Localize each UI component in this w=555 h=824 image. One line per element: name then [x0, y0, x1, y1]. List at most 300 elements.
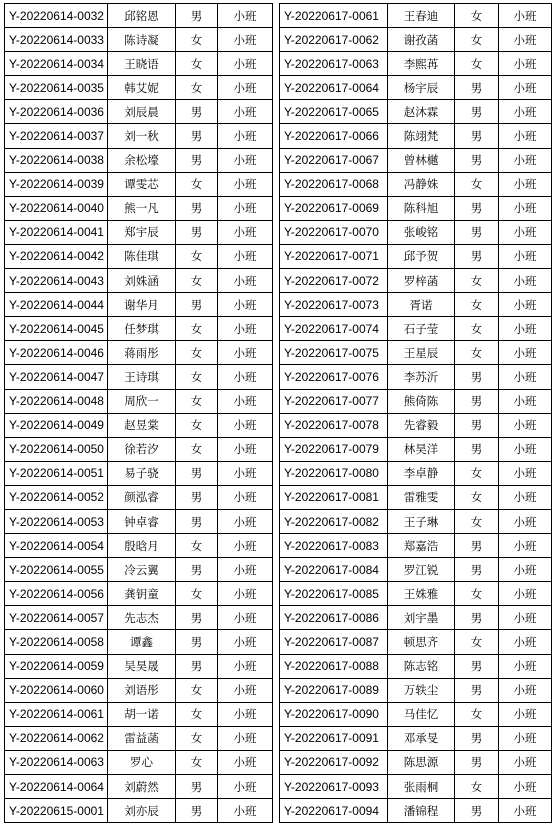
table-row	[5, 52, 273, 76]
student-name-cell: 王子琳	[388, 509, 455, 533]
gender-cell: 女	[455, 509, 499, 533]
class-cell: 小班	[499, 172, 552, 196]
student-name-cell: 谢孜菡	[388, 28, 455, 52]
student-name-cell: 刘一秋	[108, 124, 176, 148]
gender-cell: 女	[455, 317, 499, 341]
class-cell: 小班	[218, 172, 273, 196]
student-name-cell: 石子莹	[388, 317, 455, 341]
table-row	[5, 437, 273, 461]
student-id-cell: Y-20220614-0038	[5, 148, 108, 172]
student-id-cell: Y-20220614-0060	[5, 678, 108, 702]
table-row	[5, 4, 273, 28]
class-cell: 小班	[499, 76, 552, 100]
gender-cell: 男	[176, 654, 218, 678]
student-id-cell: Y-20220614-0049	[5, 413, 108, 437]
table-row	[5, 678, 273, 702]
gender-cell: 男	[176, 799, 218, 823]
student-name-cell: 徐若汐	[108, 437, 176, 461]
table-row	[5, 509, 273, 533]
class-cell: 小班	[218, 220, 273, 244]
gender-cell: 女	[455, 172, 499, 196]
student-name-cell: 李卓静	[388, 461, 455, 485]
student-id-cell: Y-20220615-0001	[5, 799, 108, 823]
class-cell: 小班	[218, 148, 273, 172]
class-cell: 小班	[218, 558, 273, 582]
gender-cell: 女	[176, 582, 218, 606]
table-row	[280, 750, 552, 774]
class-cell: 小班	[499, 413, 552, 437]
student-id-cell: Y-20220614-0056	[5, 582, 108, 606]
class-cell: 小班	[499, 702, 552, 726]
gender-cell: 女	[176, 534, 218, 558]
class-cell: 小班	[218, 365, 273, 389]
student-id-cell: Y-20220614-0063	[5, 750, 108, 774]
class-cell: 小班	[218, 28, 273, 52]
gender-cell: 女	[176, 726, 218, 750]
student-id-cell: Y-20220617-0082	[280, 509, 388, 533]
class-cell: 小班	[499, 148, 552, 172]
student-id-cell: Y-20220617-0077	[280, 389, 388, 413]
student-name-cell: 谭鑫	[108, 630, 176, 654]
student-name-cell: 龚钥童	[108, 582, 176, 606]
table-row	[280, 220, 552, 244]
gender-cell: 女	[455, 582, 499, 606]
student-id-cell: Y-20220617-0064	[280, 76, 388, 100]
gender-cell: 男	[176, 4, 218, 28]
gender-cell: 男	[455, 244, 499, 268]
student-id-cell: Y-20220617-0073	[280, 293, 388, 317]
gender-cell: 男	[455, 124, 499, 148]
gender-cell: 男	[455, 534, 499, 558]
student-id-cell: Y-20220617-0094	[280, 799, 388, 823]
table-row	[5, 389, 273, 413]
student-id-cell: Y-20220617-0065	[280, 100, 388, 124]
student-name-cell: 刘蔚然	[108, 775, 176, 799]
student-name-cell: 顿思齐	[388, 630, 455, 654]
student-name-cell: 先志杰	[108, 606, 176, 630]
class-cell: 小班	[218, 389, 273, 413]
gender-cell: 男	[455, 558, 499, 582]
class-cell: 小班	[218, 678, 273, 702]
gender-cell: 女	[455, 4, 499, 28]
student-id-cell: Y-20220614-0039	[5, 172, 108, 196]
class-cell: 小班	[218, 124, 273, 148]
table-row	[5, 365, 273, 389]
class-cell: 小班	[218, 509, 273, 533]
gender-cell: 男	[455, 413, 499, 437]
student-name-cell: 郑宇辰	[108, 220, 176, 244]
gender-cell: 女	[176, 750, 218, 774]
table-row	[280, 244, 552, 268]
gender-cell: 女	[455, 28, 499, 52]
gender-cell: 女	[455, 775, 499, 799]
class-cell: 小班	[218, 293, 273, 317]
student-name-cell: 蒋雨彤	[108, 341, 176, 365]
student-id-cell: Y-20220614-0047	[5, 365, 108, 389]
student-id-cell: Y-20220617-0083	[280, 534, 388, 558]
student-id-cell: Y-20220617-0091	[280, 726, 388, 750]
student-id-cell: Y-20220614-0046	[5, 341, 108, 365]
student-name-cell: 谢华月	[108, 293, 176, 317]
table-row	[5, 196, 273, 220]
student-id-cell: Y-20220614-0036	[5, 100, 108, 124]
class-cell: 小班	[499, 775, 552, 799]
class-cell: 小班	[218, 100, 273, 124]
student-name-cell: 赵沐霖	[388, 100, 455, 124]
student-name-cell: 邱予贺	[388, 244, 455, 268]
student-name-cell: 易子骁	[108, 461, 176, 485]
gender-cell: 女	[176, 678, 218, 702]
gender-cell: 女	[455, 630, 499, 654]
student-id-cell: Y-20220617-0080	[280, 461, 388, 485]
table-row	[280, 654, 552, 678]
class-cell: 小班	[499, 317, 552, 341]
student-id-cell: Y-20220614-0057	[5, 606, 108, 630]
student-name-cell: 刘姝涵	[108, 269, 176, 293]
gender-cell: 女	[176, 437, 218, 461]
class-cell: 小班	[218, 606, 273, 630]
table-row	[5, 702, 273, 726]
gender-cell: 女	[176, 341, 218, 365]
gender-cell: 女	[455, 293, 499, 317]
table-row	[5, 534, 273, 558]
class-cell: 小班	[499, 365, 552, 389]
class-cell: 小班	[218, 437, 273, 461]
student-id-cell: Y-20220614-0034	[5, 52, 108, 76]
class-cell: 小班	[218, 341, 273, 365]
gender-cell: 女	[455, 52, 499, 76]
gender-cell: 女	[176, 172, 218, 196]
student-name-cell: 李苏沂	[388, 365, 455, 389]
student-name-cell: 林昊洋	[388, 437, 455, 461]
table-row	[280, 558, 552, 582]
student-name-cell: 吴昊晟	[108, 654, 176, 678]
student-name-cell: 冷云翼	[108, 558, 176, 582]
class-cell: 小班	[218, 702, 273, 726]
student-name-cell: 王晓语	[108, 52, 176, 76]
gender-cell: 男	[176, 148, 218, 172]
table-row	[5, 630, 273, 654]
gender-cell: 男	[455, 220, 499, 244]
student-id-cell: Y-20220617-0076	[280, 365, 388, 389]
table-row	[280, 413, 552, 437]
class-cell: 小班	[499, 52, 552, 76]
table-row	[5, 606, 273, 630]
table-row	[280, 196, 552, 220]
student-id-cell: Y-20220614-0055	[5, 558, 108, 582]
student-id-cell: Y-20220617-0088	[280, 654, 388, 678]
gender-cell: 男	[176, 630, 218, 654]
student-id-cell: Y-20220614-0053	[5, 509, 108, 533]
student-name-cell: 曾林樾	[388, 148, 455, 172]
table-row	[5, 485, 273, 509]
class-cell: 小班	[218, 413, 273, 437]
table-row	[280, 509, 552, 533]
gender-cell: 女	[455, 702, 499, 726]
student-name-cell: 雷益菡	[108, 726, 176, 750]
gender-cell: 男	[455, 196, 499, 220]
gender-cell: 女	[455, 461, 499, 485]
table-row	[5, 28, 273, 52]
table-row	[5, 124, 273, 148]
table-row	[5, 317, 273, 341]
class-cell: 小班	[218, 726, 273, 750]
gender-cell: 女	[455, 485, 499, 509]
student-name-cell: 冯静姝	[388, 172, 455, 196]
table-row	[280, 269, 552, 293]
student-id-cell: Y-20220617-0070	[280, 220, 388, 244]
gender-cell: 女	[176, 317, 218, 341]
student-name-cell: 钟卓睿	[108, 509, 176, 533]
gender-cell: 男	[176, 196, 218, 220]
student-id-cell: Y-20220617-0069	[280, 196, 388, 220]
gender-cell: 男	[455, 437, 499, 461]
table-row	[5, 775, 273, 799]
student-name-cell: 罗江锐	[388, 558, 455, 582]
class-cell: 小班	[499, 220, 552, 244]
class-cell: 小班	[218, 269, 273, 293]
student-name-cell: 王春迪	[388, 4, 455, 28]
gender-cell: 男	[176, 509, 218, 533]
student-id-cell: Y-20220617-0085	[280, 582, 388, 606]
student-id-cell: Y-20220614-0032	[5, 4, 108, 28]
student-name-cell: 刘宇墨	[388, 606, 455, 630]
table-row	[5, 750, 273, 774]
class-cell: 小班	[499, 678, 552, 702]
class-cell: 小班	[499, 509, 552, 533]
table-row	[280, 28, 552, 52]
table-row	[280, 148, 552, 172]
student-id-cell: Y-20220617-0066	[280, 124, 388, 148]
class-cell: 小班	[499, 750, 552, 774]
table-row	[280, 485, 552, 509]
class-cell: 小班	[499, 485, 552, 509]
class-cell: 小班	[499, 28, 552, 52]
student-name-cell: 罗梓菡	[388, 269, 455, 293]
gender-cell: 男	[176, 220, 218, 244]
student-name-cell: 潘锦程	[388, 799, 455, 823]
student-id-cell: Y-20220614-0044	[5, 293, 108, 317]
gender-cell: 男	[455, 365, 499, 389]
table-row	[280, 124, 552, 148]
class-cell: 小班	[218, 196, 273, 220]
student-id-cell: Y-20220614-0052	[5, 485, 108, 509]
roster-table-left	[4, 3, 273, 823]
gender-cell: 男	[176, 485, 218, 509]
student-id-cell: Y-20220617-0061	[280, 4, 388, 28]
table-row	[280, 389, 552, 413]
student-name-cell: 任梦琪	[108, 317, 176, 341]
class-cell: 小班	[499, 461, 552, 485]
student-id-cell: Y-20220617-0090	[280, 702, 388, 726]
student-id-cell: Y-20220617-0081	[280, 485, 388, 509]
student-id-cell: Y-20220617-0067	[280, 148, 388, 172]
gender-cell: 男	[455, 799, 499, 823]
class-cell: 小班	[499, 196, 552, 220]
student-id-cell: Y-20220617-0071	[280, 244, 388, 268]
student-id-cell: Y-20220614-0040	[5, 196, 108, 220]
student-id-cell: Y-20220617-0079	[280, 437, 388, 461]
student-id-cell: Y-20220614-0051	[5, 461, 108, 485]
student-name-cell: 邓承旻	[388, 726, 455, 750]
student-id-cell: Y-20220617-0093	[280, 775, 388, 799]
student-id-cell: Y-20220614-0050	[5, 437, 108, 461]
class-cell: 小班	[218, 485, 273, 509]
student-name-cell: 余松壕	[108, 148, 176, 172]
student-name-cell: 雷雅雯	[388, 485, 455, 509]
table-row	[5, 558, 273, 582]
student-id-cell: Y-20220614-0054	[5, 534, 108, 558]
gender-cell: 女	[176, 28, 218, 52]
class-cell: 小班	[499, 534, 552, 558]
roster-table-right	[279, 3, 552, 823]
gender-cell: 男	[176, 293, 218, 317]
gender-cell: 男	[455, 389, 499, 413]
student-name-cell: 王诗琪	[108, 365, 176, 389]
student-id-cell: Y-20220617-0087	[280, 630, 388, 654]
student-name-cell: 王星辰	[388, 341, 455, 365]
student-id-cell: Y-20220617-0092	[280, 750, 388, 774]
table-row	[5, 100, 273, 124]
table-row	[280, 678, 552, 702]
class-cell: 小班	[218, 534, 273, 558]
class-cell: 小班	[499, 437, 552, 461]
student-id-cell: Y-20220614-0037	[5, 124, 108, 148]
table-row	[5, 244, 273, 268]
student-name-cell: 赵昱棠	[108, 413, 176, 437]
student-id-cell: Y-20220617-0075	[280, 341, 388, 365]
table-row	[5, 726, 273, 750]
student-id-cell: Y-20220617-0072	[280, 269, 388, 293]
table-row	[5, 341, 273, 365]
student-name-cell: 陈佳琪	[108, 244, 176, 268]
table-row	[5, 172, 273, 196]
student-name-cell: 陈志铭	[388, 654, 455, 678]
student-name-cell: 周欣一	[108, 389, 176, 413]
student-name-cell: 邱铭恩	[108, 4, 176, 28]
student-id-cell: Y-20220614-0041	[5, 220, 108, 244]
gender-cell: 男	[176, 558, 218, 582]
table-row	[280, 317, 552, 341]
student-name-cell: 熊倚陈	[388, 389, 455, 413]
student-id-cell: Y-20220617-0062	[280, 28, 388, 52]
student-id-cell: Y-20220617-0068	[280, 172, 388, 196]
student-name-cell: 李熙苒	[388, 52, 455, 76]
table-row	[280, 775, 552, 799]
gender-cell: 女	[176, 365, 218, 389]
class-cell: 小班	[499, 799, 552, 823]
student-id-cell: Y-20220614-0058	[5, 630, 108, 654]
table-row	[5, 269, 273, 293]
student-name-cell: 胡一诺	[108, 702, 176, 726]
gender-cell: 男	[455, 606, 499, 630]
gender-cell: 男	[176, 461, 218, 485]
class-cell: 小班	[218, 630, 273, 654]
student-id-cell: Y-20220617-0063	[280, 52, 388, 76]
class-cell: 小班	[218, 654, 273, 678]
class-cell: 小班	[218, 750, 273, 774]
class-cell: 小班	[218, 244, 273, 268]
table-row	[5, 413, 273, 437]
gender-cell: 男	[455, 678, 499, 702]
student-id-cell: Y-20220614-0043	[5, 269, 108, 293]
class-cell: 小班	[218, 775, 273, 799]
table-row	[280, 630, 552, 654]
gender-cell: 女	[176, 269, 218, 293]
class-cell: 小班	[218, 4, 273, 28]
student-name-cell: 张雨桐	[388, 775, 455, 799]
student-name-cell: 陈科旭	[388, 196, 455, 220]
student-id-cell: Y-20220614-0059	[5, 654, 108, 678]
student-name-cell: 万轶尘	[388, 678, 455, 702]
class-cell: 小班	[499, 558, 552, 582]
student-name-cell: 颜泓睿	[108, 485, 176, 509]
table-row	[5, 799, 273, 823]
table-row	[280, 799, 552, 823]
class-cell: 小班	[499, 4, 552, 28]
class-cell: 小班	[218, 52, 273, 76]
class-cell: 小班	[499, 630, 552, 654]
class-cell: 小班	[499, 726, 552, 750]
student-name-cell: 陈思源	[388, 750, 455, 774]
class-cell: 小班	[218, 461, 273, 485]
student-id-cell: Y-20220614-0042	[5, 244, 108, 268]
gender-cell: 男	[455, 76, 499, 100]
student-name-cell: 谭雯芯	[108, 172, 176, 196]
class-cell: 小班	[218, 582, 273, 606]
student-id-cell: Y-20220614-0035	[5, 76, 108, 100]
student-id-cell: Y-20220614-0033	[5, 28, 108, 52]
class-cell: 小班	[499, 606, 552, 630]
student-name-cell: 陈诗凝	[108, 28, 176, 52]
table-row	[280, 76, 552, 100]
student-name-cell: 熊一凡	[108, 196, 176, 220]
gender-cell: 女	[455, 269, 499, 293]
table-row	[280, 702, 552, 726]
student-id-cell: Y-20220614-0062	[5, 726, 108, 750]
table-row	[5, 293, 273, 317]
table-row	[280, 461, 552, 485]
student-id-cell: Y-20220617-0078	[280, 413, 388, 437]
table-row	[280, 582, 552, 606]
table-row	[280, 341, 552, 365]
student-name-cell: 胥诺	[388, 293, 455, 317]
student-id-cell: Y-20220614-0061	[5, 702, 108, 726]
student-name-cell: 刘语彤	[108, 678, 176, 702]
student-id-cell: Y-20220617-0084	[280, 558, 388, 582]
table-row	[280, 172, 552, 196]
table-row	[280, 534, 552, 558]
table-row	[280, 100, 552, 124]
class-cell: 小班	[499, 293, 552, 317]
class-cell: 小班	[499, 654, 552, 678]
class-cell: 小班	[499, 389, 552, 413]
gender-cell: 男	[176, 775, 218, 799]
class-cell: 小班	[218, 317, 273, 341]
gender-cell: 男	[455, 726, 499, 750]
gender-cell: 女	[176, 244, 218, 268]
table-row	[5, 148, 273, 172]
student-name-cell: 杨宇辰	[388, 76, 455, 100]
student-name-cell: 刘辰晨	[108, 100, 176, 124]
table-row	[280, 726, 552, 750]
gender-cell: 女	[176, 389, 218, 413]
student-name-cell: 张峻铭	[388, 220, 455, 244]
student-name-cell: 先睿毅	[388, 413, 455, 437]
class-cell: 小班	[499, 582, 552, 606]
class-cell: 小班	[499, 269, 552, 293]
table-row	[5, 76, 273, 100]
